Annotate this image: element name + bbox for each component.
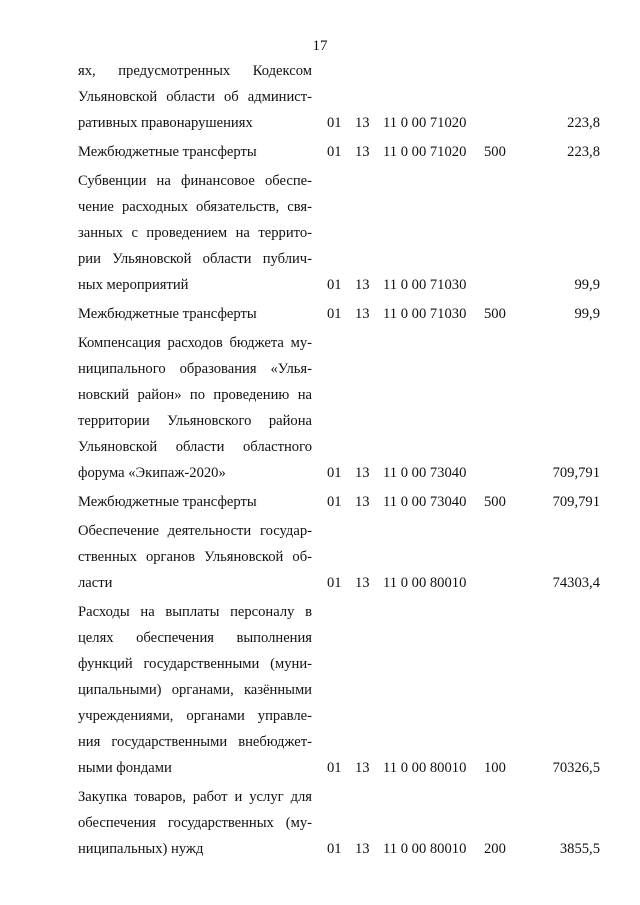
item-name-line: Расходы на выплаты персоналу в (78, 604, 312, 620)
target-article-code: 11 0 00 71020 (383, 115, 467, 131)
section-code: 01 (327, 575, 342, 591)
section-code: 01 (327, 115, 342, 131)
subsection-code: 13 (355, 306, 370, 322)
item-name-line: функций государственными (муни- (78, 656, 312, 672)
item-name-line: ных мероприятий (78, 277, 189, 293)
item-name-line: ласти (78, 575, 113, 591)
item-name-line: Субвенции на финансовое обеспе- (78, 173, 312, 189)
item-name-line: Закупка товаров, работ и услуг для (78, 789, 312, 805)
item-name-line: Обеспечение деятельности государ- (78, 523, 312, 539)
target-article-code: 11 0 00 80010 (383, 841, 467, 857)
item-name (78, 58, 312, 136)
item-name-line: Межбюджетные трансферты (78, 144, 257, 160)
item-name-line: Ульяновской области об админист- (78, 89, 312, 105)
table-row (0, 58, 640, 136)
table-row (0, 489, 640, 515)
subsection-code: 13 (355, 494, 370, 510)
item-name (78, 518, 312, 596)
amount-value: 223,8 (567, 115, 600, 131)
item-name-line: Межбюджетные трансферты (78, 494, 257, 510)
item-name-line: ными фондами (78, 760, 172, 776)
item-name-line: ниципального образования «Улья- (78, 361, 312, 377)
section-code: 01 (327, 306, 342, 322)
item-name-line: учреждениями, органами управле- (78, 708, 312, 724)
section-code: 01 (327, 841, 342, 857)
table-row (0, 139, 640, 165)
subsection-code: 13 (355, 465, 370, 481)
amount-value: 709,791 (552, 494, 600, 510)
item-name (78, 599, 312, 781)
table-row (0, 168, 640, 298)
item-name-line: ративных правонарушениях (78, 115, 253, 131)
item-name-line: ниципальных) нужд (78, 841, 204, 857)
target-article-code: 11 0 00 80010 (383, 760, 467, 776)
item-name-line: форума «Экипаж-2020» (78, 465, 226, 481)
item-name (78, 784, 312, 862)
table-row (0, 301, 640, 327)
item-name-line: ния государственными внебюджет- (78, 734, 312, 750)
amount-value: 223,8 (567, 144, 600, 160)
target-article-code: 11 0 00 71020 (383, 144, 467, 160)
item-name-line: обеспечения государственных (му- (78, 815, 312, 831)
expense-type-code: 100 (484, 760, 506, 776)
table-row (0, 599, 640, 781)
item-name-line: Межбюджетные трансферты (78, 306, 257, 322)
expense-type-code: 500 (484, 144, 506, 160)
expense-type-code: 200 (484, 841, 506, 857)
amount-value: 709,791 (552, 465, 600, 481)
target-article-code: 11 0 00 73040 (383, 494, 467, 510)
amount-value: 99,9 (574, 277, 600, 293)
section-code: 01 (327, 465, 342, 481)
amount-value: 70326,5 (552, 760, 600, 776)
section-code: 01 (327, 760, 342, 776)
table-row (0, 784, 640, 862)
item-name-line: чение расходных обязательств, свя- (78, 199, 312, 215)
amount-value: 3855,5 (559, 841, 600, 857)
item-name-line: рии Ульяновской области публич- (78, 251, 312, 267)
subsection-code: 13 (355, 144, 370, 160)
amount-value: 99,9 (574, 306, 600, 322)
table-row (0, 330, 640, 486)
item-name (78, 301, 312, 327)
table-row (0, 518, 640, 596)
subsection-code: 13 (355, 277, 370, 293)
amount-value: 74303,4 (552, 575, 600, 591)
item-name-line: новский район» по проведению на (78, 387, 312, 403)
subsection-code: 13 (355, 575, 370, 591)
section-code: 01 (327, 277, 342, 293)
subsection-code: 13 (355, 841, 370, 857)
item-name-line: ципальными) органами, казёнными (78, 682, 312, 698)
item-name-line: ях, предусмотренных Кодексом (78, 63, 312, 79)
target-article-code: 11 0 00 71030 (383, 306, 467, 322)
section-code: 01 (327, 494, 342, 510)
item-name (78, 168, 312, 298)
item-name (78, 489, 312, 515)
item-name-line: ственных органов Ульяновской об- (78, 549, 312, 565)
budget-table (0, 58, 640, 865)
item-name-line: целях обеспечения выполнения (78, 630, 312, 646)
expense-type-code: 500 (484, 306, 506, 322)
page-number: 17 (312, 38, 328, 54)
item-name (78, 139, 312, 165)
item-name-line: Компенсация расходов бюджета му- (78, 335, 312, 351)
subsection-code: 13 (355, 760, 370, 776)
section-code: 01 (327, 144, 342, 160)
target-article-code: 11 0 00 80010 (383, 575, 467, 591)
target-article-code: 11 0 00 71030 (383, 277, 467, 293)
item-name (78, 330, 312, 486)
item-name-line: занных с проведением на террито- (78, 225, 312, 241)
item-name-line: Ульяновской области областного (78, 439, 312, 455)
expense-type-code: 500 (484, 494, 506, 510)
target-article-code: 11 0 00 73040 (383, 465, 467, 481)
subsection-code: 13 (355, 115, 370, 131)
item-name-line: территории Ульяновского района (78, 413, 312, 429)
